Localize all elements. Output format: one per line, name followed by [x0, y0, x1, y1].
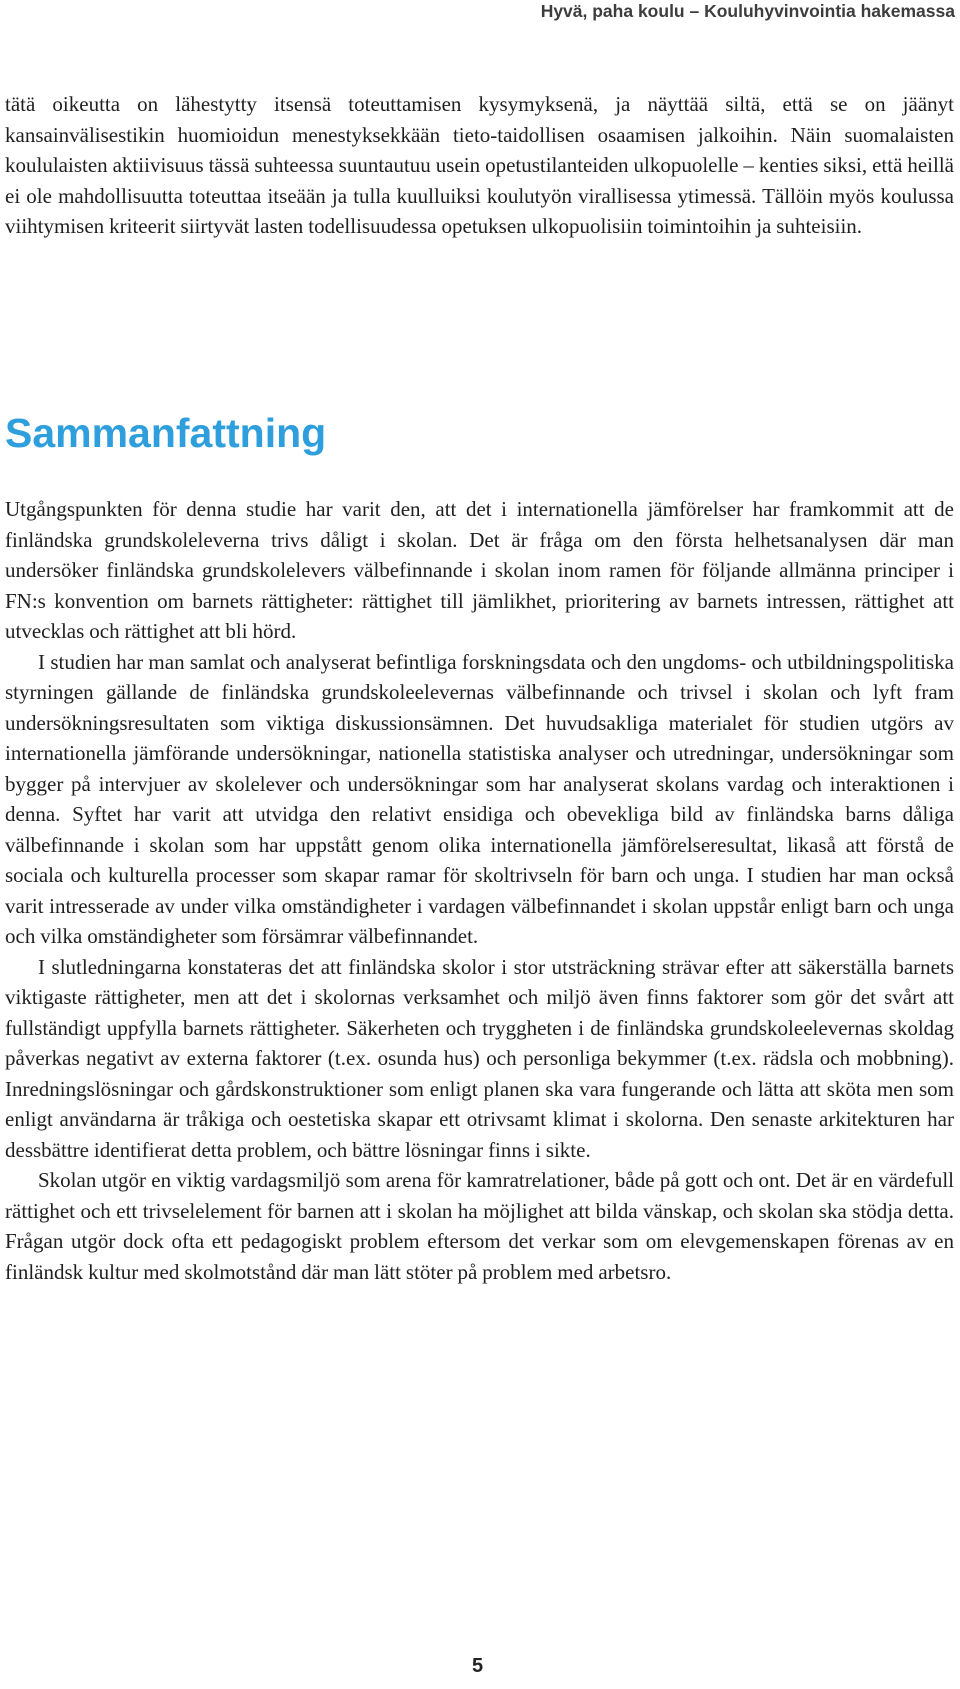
running-header: Hyvä, paha koulu – Kouluhyvinvointia hakemassa	[540, 1, 955, 21]
summary-paragraph-3: I slutledningarna konstateras det att finländska skolor i stor utsträckning strävar efter att säkerställa barnets viktigaste rättigheter, men att det i skolornas verksamhet och miljö även finns faktorer som gör det svårt att fullständigt uppfylla barnets rättigheter. Säkerheten och tryggheten i de finländska grundskoleelevernas skoldag påverkas negativt av externa faktorer (t.ex. osunda hus) och personliga bekymmer (t.ex. rädsla och mobbning). Inredningslösningar och gårdskonstruktioner som enligt planen ska vara fungerande och lätta att sköta men som enligt användarna är tråkiga och oestetiska skapar ett otrivsamt klimat i skolorna. Den senaste arkitekturen har dessbättre identifierat detta problem, och bättre lösningar finns i sikte.	[5, 954, 954, 1162]
summary-body	[5, 494, 954, 1287]
summary-paragraph-1: Utgångspunkten för denna studie har varit den, att det i internationella jämförelser har framkommit att de finländska grundskoleleverna trivs dåligt i skolan. Det är fråga om den första helhetsanalysen där man undersöker finländska grundskolelevers välbefinnande i skolan inom ramen för följande allmänna principer i FN:s konvention om barnets rättigheter: rättighet till jämlikhet, prioritering av barnets intressen, rättighet att utvecklas och rättighet att bli hörd.	[5, 497, 954, 643]
section-heading: Sammanfattning	[5, 410, 327, 456]
summary-paragraph-2: I studien har man samlat och analyserat befintliga forskningsdata och den ungdoms- och utbildningspolitiska styrningen gällande de finländska grundskoleelevernas välbefinnande och trivsel i skolan och lyft fram undersökningsresultaten som viktiga diskussionsämnen. Det huvudsakliga materialet för studien utgörs av internationella jämförande undersökningar, nationella statistiska analyser och utredningar, undersökningar som bygger på intervjuer av skolelever och undersökningar som har analyserat skolans vardag och interaktionen i denna. Syftet har varit att utvidga den relativt ensidiga och obevekliga bild av finländska barns dåliga välbefinnande i skolan som har uppstått genom olika internationella jämförelseresultat, likaså att förstå de sociala och kulturella processer som skapar ramar för skoltrivseln för barn och unga. I studien har man också varit intresserade av under vilka omständigheter i vardagen välbefinnandet i skolan uppstår enligt barn och unga och vilka omständigheter som försämrar välbefinnandet.	[5, 649, 954, 948]
summary-paragraph-4: Skolan utgör en viktig vardagsmiljö som arena för kamratrelationer, både på gott och ont. Det är en värdefull rättighet och ett trivselelement för barnen att i skolan ha möjlighet att bilda vänskap, och skolan ska stödja detta. Frågan utgör dock ofta ett pedagogiskt problem eftersom det verkar som om elevgemenskapen förenas av en finländsk kultur med skolmotstånd där man lätt stöter på problem med arbetsro.	[5, 1168, 954, 1284]
page-number: 5	[472, 1655, 484, 1677]
intro-paragraph: tätä oikeutta on lähestytty itsensä toteuttamisen kysymyksenä, ja näyttää siltä, että se on jäänyt kansainvälisestikin huomioidun menestyksekkään tieto-taidollisen osaamisen jalkoihin. Näin suomalaisten koululaisten aktiivisuus tässä suhteessa suuntautuu usein opetustilanteiden ulkopuolelle – kenties siksi, että heillä ei ole mahdollisuutta toteuttaa itseään ja tulla kuulluiksi koulutyön virallisessa ytimessä. Tällöin myös koulussa viihtymisen kriteerit siirtyvät lasten todellisuudessa opetuksen ulkopuolisiin toimintoihin ja suhteisiin.	[5, 92, 954, 238]
